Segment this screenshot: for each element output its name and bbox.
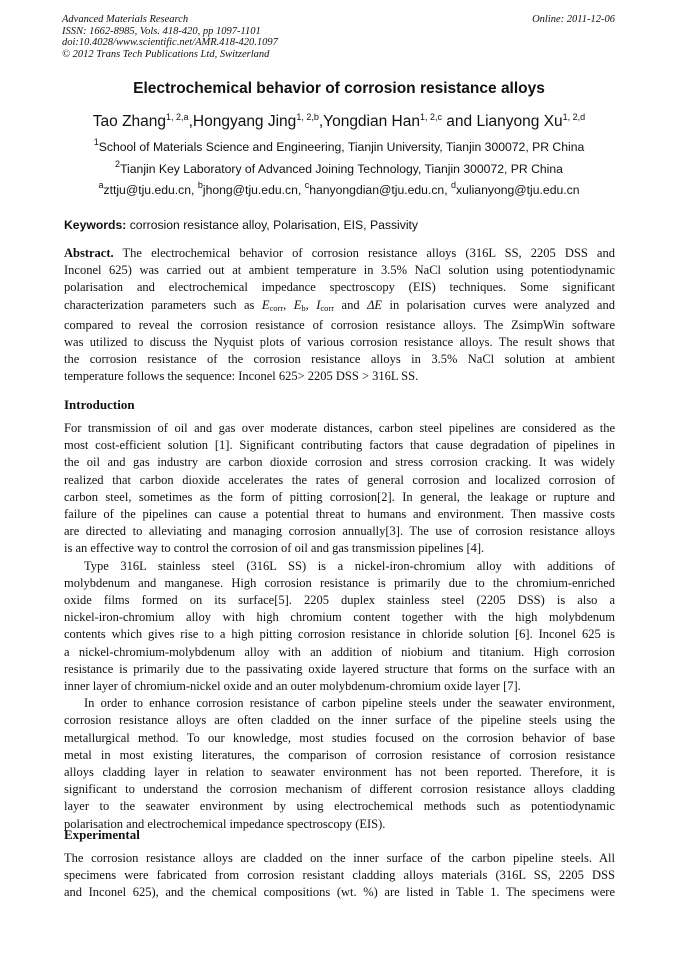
text-line: layer to the seawater environment by using electrochemical methods such as potentiodynamic xyxy=(64,799,615,814)
author-emails xyxy=(20,180,658,197)
eb-subscript: b xyxy=(301,302,306,313)
abstract-text: characterization parameters such as xyxy=(64,297,262,312)
author-affiliation-mark: 1, 2,b xyxy=(296,112,319,122)
copyright-line: © 2012 Trans Tech Publications Ltd, Switzerland xyxy=(62,48,270,60)
email-address[interactable]: zttju@tju.edu.cn, xyxy=(103,183,198,197)
author-affiliation-mark: 1, 2,c xyxy=(419,112,442,122)
author-affiliation-mark: 1, 2,a xyxy=(166,112,189,122)
abstract-line xyxy=(64,297,615,317)
keywords xyxy=(64,218,616,232)
author-name: Tao Zhang xyxy=(92,113,167,130)
email-mark: b xyxy=(197,180,203,190)
text-line: significant to understand the corrosion mechanism of different corrosion resistance alloys cladding xyxy=(64,782,615,797)
text-line: inner layer of chromium-nickel oxide and an outer molybdenum-chromium oxide layer [7]. xyxy=(64,679,521,694)
text-line: nickel-iron-chromium alloy with high chromium content together with the high molybdenum xyxy=(64,610,615,625)
author-list xyxy=(20,113,658,131)
text-line: the oil and gas industry are carbon dioxide corrosion and stress corrosion cracking. It was widely xyxy=(64,455,615,470)
abstract-line: the corrosion resistance of the corrosion resistance alloys in 3.5% NaCl solution at ambient xyxy=(64,352,615,367)
journal-name: Advanced Materials Research xyxy=(62,14,189,25)
author-name: Lianyong Xu xyxy=(476,113,563,130)
paragraph xyxy=(64,420,615,558)
keywords-text: corrosion resistance alloy, Polarisation, EIS, Passivity xyxy=(126,218,419,232)
text-line: metal in most existing literatures, the comparison of corrosion resistance of corrosion resistance xyxy=(64,747,615,762)
author-separator: , xyxy=(318,113,324,130)
text-line: is an effective way to control the corrosion of oil and gas transmission pipelines [4]. xyxy=(64,541,485,556)
separator: , xyxy=(283,297,294,312)
text-line: In order to enhance corrosion resistance of carbon pipeline steels under the seawater environment, xyxy=(84,696,615,711)
paragraph xyxy=(64,695,615,833)
journal-header xyxy=(62,14,278,60)
keywords-label: Keywords: xyxy=(64,218,127,232)
separator: , xyxy=(305,297,317,312)
affiliation-text: Tianjin Key Laboratory of Advanced Joining Technology, Tianjin 300072, PR China xyxy=(120,162,563,176)
text-line: specimens were fabricated from corrosion resistant cladding alloys materials (316L SS, 2205 DSS xyxy=(64,868,615,883)
icorr-symbol: I xyxy=(316,297,321,312)
paragraph xyxy=(64,850,615,902)
email-address[interactable]: hanyongdian@tju.edu.cn, xyxy=(309,183,451,197)
text-line: molybdenum and manganese. High corrosion resistance is primarily due to the chromium-enriched xyxy=(64,575,615,590)
text-line: metallurgical method. To our knowledge, most studies focused on the corrosion behavior of base xyxy=(64,730,615,745)
text-line: corrosion resistance alloys are often cladded on the inner surface of the pipeline steels using the xyxy=(64,713,615,728)
email-address[interactable]: jhong@tju.edu.cn, xyxy=(202,183,305,197)
ecorr-symbol: E xyxy=(261,297,270,312)
section-heading-introduction: Introduction xyxy=(64,397,135,412)
text-line: resistance is primarily due to the passivating oxide layered structure that forms on the surface with an xyxy=(64,661,615,676)
email-address[interactable]: xulianyong@tju.edu.cn xyxy=(456,183,580,197)
text-line: a nickel-chromium-molybdenum alloy with an addition of niobium and titanium. High corrosion xyxy=(64,644,615,659)
abstract-line: temperature follows the sequence: Inconel 625> 2205 DSS > 316L SS. xyxy=(64,369,419,384)
abstract-line: polarisation and electrochemical impedance spectroscopy (EIS) techniques. Some significant xyxy=(64,280,615,295)
abstract-line: was utilized to discuss the Nyquist plots of various corrosion resistance alloys. The result shows that xyxy=(64,335,615,350)
email-mark: c xyxy=(304,180,310,190)
text-line: For transmission of oil and gas over moderate distances, carbon steel pipelines are considered as the xyxy=(64,421,615,435)
abstract-text: in polarisation curves were analyzed and xyxy=(382,297,615,312)
text-line: carbon steel, sometimes as the form of pitting corrosion[2]. In general, the leakage or rupture and xyxy=(64,489,615,504)
author-name: Yongdian Han xyxy=(323,113,420,130)
text-line: most cost-efficient solution [1]. Significant contributing factors that cause degradation of pipelines in xyxy=(64,438,615,453)
text-line: failure of the pipelines can cause a potential threat to humans and environment. Then massive costs xyxy=(64,507,615,522)
icorr-subscript: corr xyxy=(320,302,335,313)
paragraph xyxy=(64,558,615,696)
issn-line: ISSN: 1662-8985, Vols. 418-420, pp 1097-1101 xyxy=(62,25,261,37)
affiliation-1 xyxy=(20,137,658,154)
doi-line: doi:10.4028/www.scientific.net/AMR.418-420.1097 xyxy=(62,37,278,48)
email-mark: d xyxy=(451,180,457,190)
eb-symbol: E xyxy=(293,297,302,312)
online-date: Online: 2011-12-06 xyxy=(532,14,615,25)
author-name: Hongyang Jing xyxy=(192,113,297,130)
introduction-body xyxy=(64,420,615,833)
text-line: contents which gives rise to a high pitting corrosion resistance in chloride solution [6]. Inconel 625 is xyxy=(64,627,615,642)
author-conjunction: and xyxy=(442,113,477,130)
delta-e-symbol: ΔE xyxy=(367,297,383,312)
section-heading-experimental: Experimental xyxy=(64,827,140,842)
text-line: and Inconel 625), and the chemical compositions (wt. %) are listed in Table 1. The specimens were xyxy=(64,885,615,900)
text-line: alloys cladding layer in relation to seawater environment has not been reported. Therefore, it is xyxy=(64,765,615,780)
ecorr-subscript: corr xyxy=(269,302,284,313)
affiliation-mark: 1 xyxy=(93,137,99,147)
abstract-text: The electrochemical behavior of corrosion resistance alloys (316L SS, 2205 DSS and xyxy=(113,246,615,260)
experimental-body xyxy=(64,850,615,902)
abstract xyxy=(64,245,615,386)
text-line: oxide films formed on its surface[5]. 2205 duplex stainless steel (2205 DSS) is also a xyxy=(64,593,615,608)
author-separator: , xyxy=(188,113,193,130)
affiliation-mark: 2 xyxy=(115,159,121,169)
affiliation-2 xyxy=(20,159,658,176)
affiliation-text: School of Materials Science and Engineering, Tianjin University, Tianjin 300072, PR China xyxy=(98,140,585,154)
paper-title: Electrochemical behavior of corrosion resistance alloys xyxy=(133,80,545,97)
abstract-line: Inconel 625) was carried out at ambient temperature in 3.5% NaCl solution using potentiodynamic xyxy=(64,263,615,278)
abstract-line: compared to reveal the corrosion resistance of corrosion resistance alloys. The ZsimpWin software xyxy=(64,317,615,332)
abstract-text: and xyxy=(334,297,368,312)
abstract-label: Abstract. xyxy=(64,246,114,260)
text-line: Type 316L stainless steel (316L SS) is a nickel-iron-chromium alloy with additions of xyxy=(84,558,615,573)
text-line: realized that carbon dioxide accelerates the rates of general corrosion and localized corrosion of xyxy=(64,472,615,487)
text-line: polarisation and electrochemical impedance spectroscopy (EIS). xyxy=(64,816,386,831)
email-mark: a xyxy=(98,180,104,190)
text-line: are directed to alleviating and managing corrosion annually[3]. The use of corrosion resistance alloys xyxy=(64,524,615,539)
text-line: The corrosion resistance alloys are cladded on the inner surface of the carbon pipeline steels. All xyxy=(64,851,615,865)
abstract-line xyxy=(64,245,615,262)
author-affiliation-mark: 1, 2,d xyxy=(562,112,586,122)
